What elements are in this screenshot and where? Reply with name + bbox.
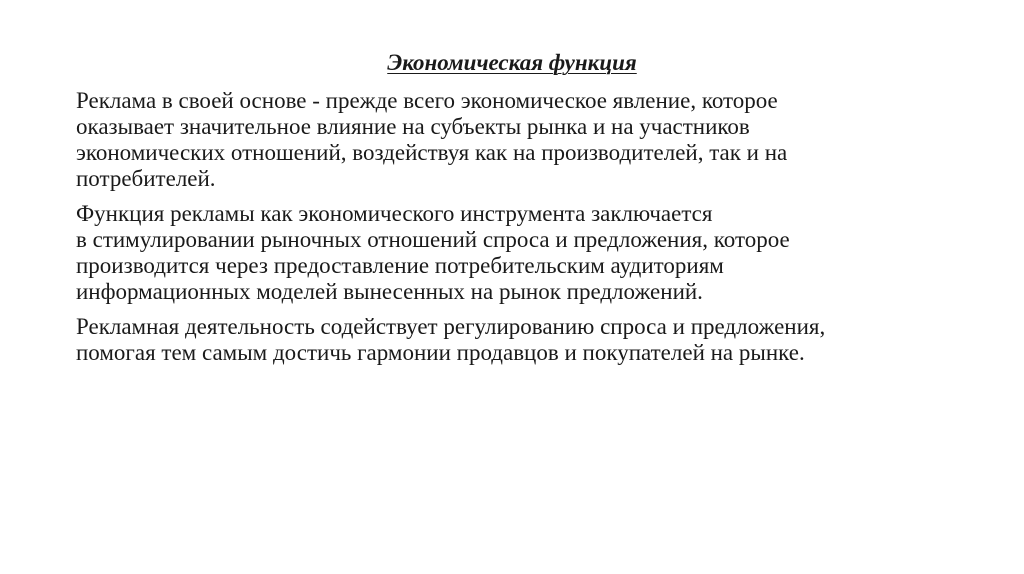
paragraph-3 xyxy=(76,314,956,366)
paragraph-line: Рекламная деятельность содействует регулированию спроса и предложения, xyxy=(76,314,826,339)
paragraph-line: в стимулировании рыночных отношений спроса и предложения, которое xyxy=(76,227,790,252)
paragraph-line: помогая тем самым достичь гармонии продавцов и покупателей на рынке. xyxy=(76,340,805,365)
slide-body xyxy=(76,88,956,375)
paragraph-line: производится через предоставление потребительским аудиториям xyxy=(76,253,724,278)
paragraph-2 xyxy=(76,201,956,305)
paragraph-line: потребителей. xyxy=(76,166,216,191)
paragraph-line: оказывает значительное влияние на субъекты рынка и на участников xyxy=(76,114,750,139)
paragraph-1 xyxy=(76,88,956,192)
slide-title: Экономическая функция xyxy=(387,50,637,75)
paragraph-line: Реклама в своей основе - прежде всего экономическое явление, которое xyxy=(76,88,778,113)
paragraph-line: экономических отношений, воздействуя как на производителей, так и на xyxy=(76,140,788,165)
paragraph-line: Функция рекламы как экономического инструмента заключается xyxy=(76,201,713,226)
paragraph-line: информационных моделей вынесенных на рынок предложений. xyxy=(76,279,703,304)
